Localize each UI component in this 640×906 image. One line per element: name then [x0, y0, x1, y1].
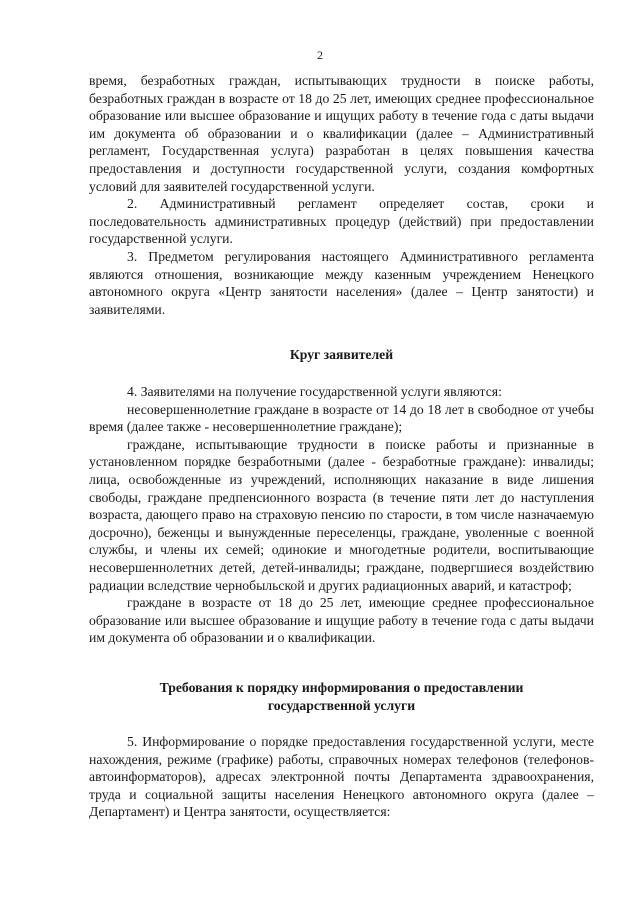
section-heading-informing-line-2: государственной услуги	[267, 697, 416, 713]
paragraph-3: 3. Предметом регулирования настоящего Административного регламента являются отношения, возникающие между казенным учреждением Ненецкого автономного округа «Центр занятости населения» (далее – Центр занятости) и заявителями.	[89, 248, 594, 317]
paragraph-4-unemployed: граждане, испытывающие трудности в поиске работы и признанные в установленном порядке безработными (далее - безработные граждане): инвалиды; лица, освобожденные из учреждений, исполняющих наказание в виде лишения свободы, граждане предпенсионного возраста (в течение пяти лет до наступления возраста, дающего право на страховую пенсию по старости, в том числе назначаемую досрочно), беженцы и вынужденные переселенцы, граждане, уволенные с военной службы, и члены их семей; одинокие и многодетные родители, воспитывающие несовершеннолетних детей, детей-инвалиды; граждане, подвергшиеся воздействию радиации вследствие чернобыльской и других радиационных аварий, и катастроф;	[89, 436, 594, 593]
paragraph-5: 5. Информирование о порядке предоставления государственной услуги, месте нахождения, режиме (графике) работы, справочных номерах телефонов (телефонов-автоинформаторов), адресах электронной почты Департамента здравоохранения, труда и социальной защиты населения Ненецкого автономного округа (далее – Департамент) и Центра занятости, осуществляется:	[89, 734, 594, 820]
applicants-heading-block	[89, 346, 594, 364]
page-number: 2	[317, 48, 323, 62]
paragraph-4-minors: несовершеннолетние граждане в возрасте от 14 до 18 лет в свободное от учебы время (далее также - несовершеннолетние граждане);	[89, 401, 594, 435]
intro-block	[89, 72, 594, 318]
section-heading-applicants: Круг заявителей	[289, 347, 394, 362]
paragraph-4: 4. Заявителями на получение государственной услуги являются:	[127, 384, 502, 399]
informing-block	[89, 733, 594, 821]
informing-heading-block	[89, 679, 594, 714]
paragraph-continuation: время, безработных граждан, испытывающих трудности в поиске работы, безработных граждан в возрасте от 18 до 25 лет, имеющих среднее профессиональное образование или высшее образование и ищущих работу в течение года с даты выдачи им документа об образовании и о квалификации (далее – Административный регламент, Государственная услуга) разработан в целях повышения качества предоставления и доступности государственной услуги, создания комфортных условий для заявителей государственной услуги.	[89, 73, 594, 194]
paragraph-4-young-graduates: граждане в возрасте от 18 до 25 лет, имеющие среднее профессиональное образование или высшее образование и ищущие работу в течение года с даты выдачи им документа об образовании и о квалификации.	[89, 595, 594, 646]
applicants-block	[89, 383, 594, 647]
paragraph-2: 2. Административный регламент определяет состав, сроки и последовательность административных процедур (действий) при предоставлении государственной услуги.	[89, 196, 594, 247]
section-heading-informing-line-1: Требования к порядку информирования о предоставлении	[159, 680, 524, 695]
